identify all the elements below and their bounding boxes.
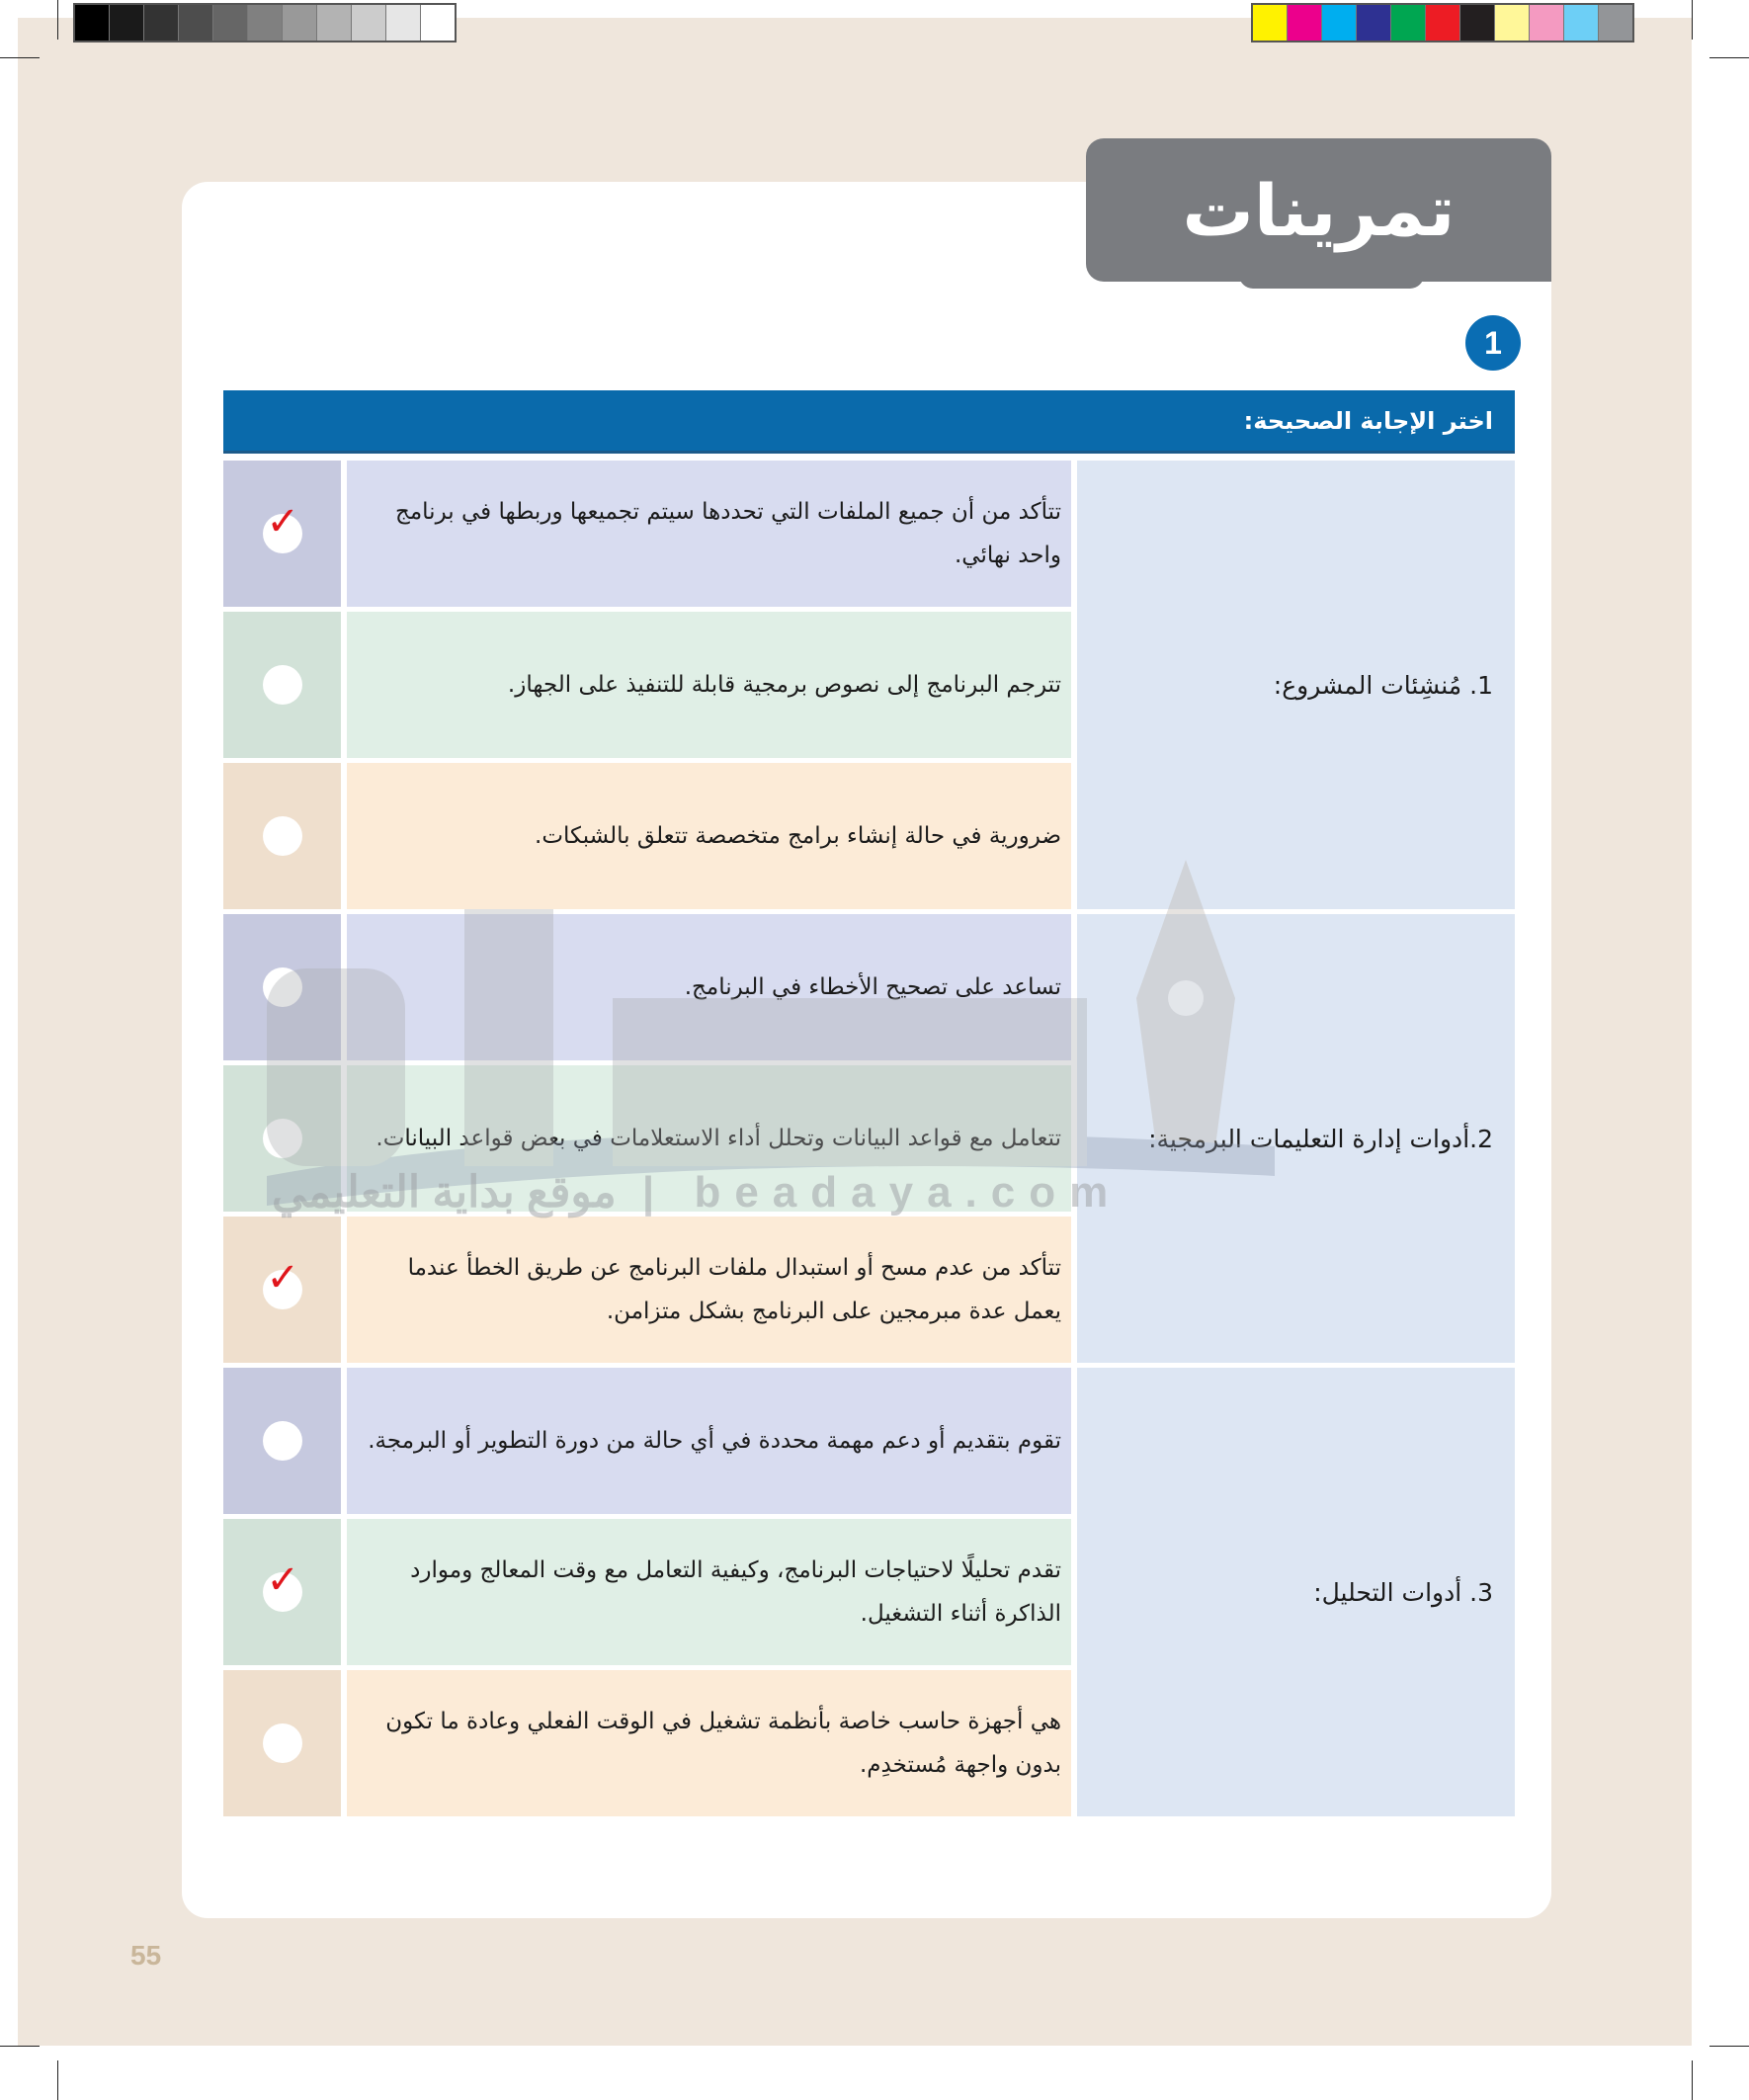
option-text-cell (347, 1217, 1071, 1363)
question-label-cell (1077, 461, 1515, 909)
answer-mark-cell[interactable] (223, 914, 341, 1060)
check-icon: ✓ (266, 1557, 300, 1603)
crop-mark (57, 0, 58, 40)
crop-mark (0, 2046, 40, 2047)
option-text-cell (347, 1519, 1071, 1665)
check-icon: ✓ (266, 499, 300, 545)
crop-mark (1692, 2060, 1693, 2100)
answer-mark-cell[interactable] (223, 1368, 341, 1514)
question-label: 3. أدوات التحليل: (1313, 1577, 1493, 1607)
answer-mark-cell[interactable] (223, 612, 341, 758)
color-calibration-bar (1251, 3, 1634, 42)
question-label: 1. مُنشِئات المشروع: (1273, 670, 1493, 700)
option-text: تتأكد من أن جميع الملفات التي تحددها سيتم تجميعها وربطها في برنامج واحد نهائي. (395, 499, 1061, 568)
option-text: تتأكد من عدم مسح أو استبدال ملفات البرنامج عن طريق الخطأ عندما يعمل عدة مبرمجين على البرنامج بشكل متزامن. (407, 1255, 1061, 1324)
option-text-cell (347, 612, 1071, 758)
crop-mark (1709, 2046, 1749, 2047)
option-text: تقدم تحليلًا لاحتياجات البرنامج، وكيفية التعامل مع وقت المعالج وموارد الذاكرة أثناء التشغيل. (410, 1557, 1061, 1627)
answer-mark-cell[interactable] (223, 1670, 341, 1816)
answer-radio[interactable] (263, 1557, 302, 1612)
check-icon: ✓ (266, 1255, 300, 1301)
option-text-cell (347, 1670, 1071, 1816)
option-text-cell (347, 1368, 1071, 1514)
grayscale-calibration-bar (73, 3, 457, 42)
crop-mark (57, 2060, 58, 2100)
crop-mark (0, 57, 40, 58)
answer-mark-cell[interactable] (223, 461, 341, 607)
answer-mark-cell[interactable] (223, 1519, 341, 1665)
option-text-cell (347, 461, 1071, 607)
option-text: هي أجهزة حاسب خاصة بأنظمة تشغيل في الوقت الفعلي وعادة ما تكون بدون واجهة مُستخدِم. (385, 1709, 1061, 1778)
answer-radio[interactable] (263, 665, 302, 705)
option-text-cell (347, 763, 1071, 909)
page-number: 55 (130, 1940, 162, 1971)
question-label-cell (1077, 914, 1515, 1363)
question-label: 2.أدوات إدارة التعليمات البرمجية: (1148, 1124, 1493, 1153)
answer-mark-cell[interactable] (223, 1217, 341, 1363)
page-title: تمرينات (1182, 168, 1456, 252)
option-text: ضرورية في حالة إنشاء برامج متخصصة تتعلق بالشبكات. (535, 823, 1061, 849)
option-text: تترجم البرنامج إلى نصوص برمجية قابلة للتنفيذ على الجهاز. (507, 672, 1061, 698)
answer-mark-cell[interactable] (223, 763, 341, 909)
crop-mark (1709, 57, 1749, 58)
option-text: تقوم بتقديم أو دعم مهمة محددة في أي حالة من دورة التطوير أو البرمجة. (368, 1428, 1061, 1454)
option-text: تتعامل مع قواعد البيانات وتحلل أداء الاستعلامات في بعض قواعد البيانات. (375, 1126, 1061, 1151)
answer-radio[interactable] (263, 1255, 302, 1309)
watermark-site-text: beadaya.com | موقع بداية التعليمي (272, 1168, 1123, 1217)
answer-radio[interactable] (263, 816, 302, 856)
instruction-header: اختر الإجابة الصحيحة: (223, 390, 1515, 454)
crop-mark (1692, 0, 1693, 40)
answer-radio[interactable] (263, 499, 302, 553)
option-text-cell (347, 914, 1071, 1060)
answer-radio[interactable] (263, 967, 302, 1007)
answer-radio[interactable] (263, 1421, 302, 1461)
question-label-cell (1077, 1368, 1515, 1816)
option-text: تساعد على تصحيح الأخطاء في البرنامج. (684, 974, 1061, 1000)
question-number-badge: 1 (1465, 315, 1521, 371)
answer-radio[interactable] (263, 1119, 302, 1158)
answer-radio[interactable] (263, 1723, 302, 1763)
